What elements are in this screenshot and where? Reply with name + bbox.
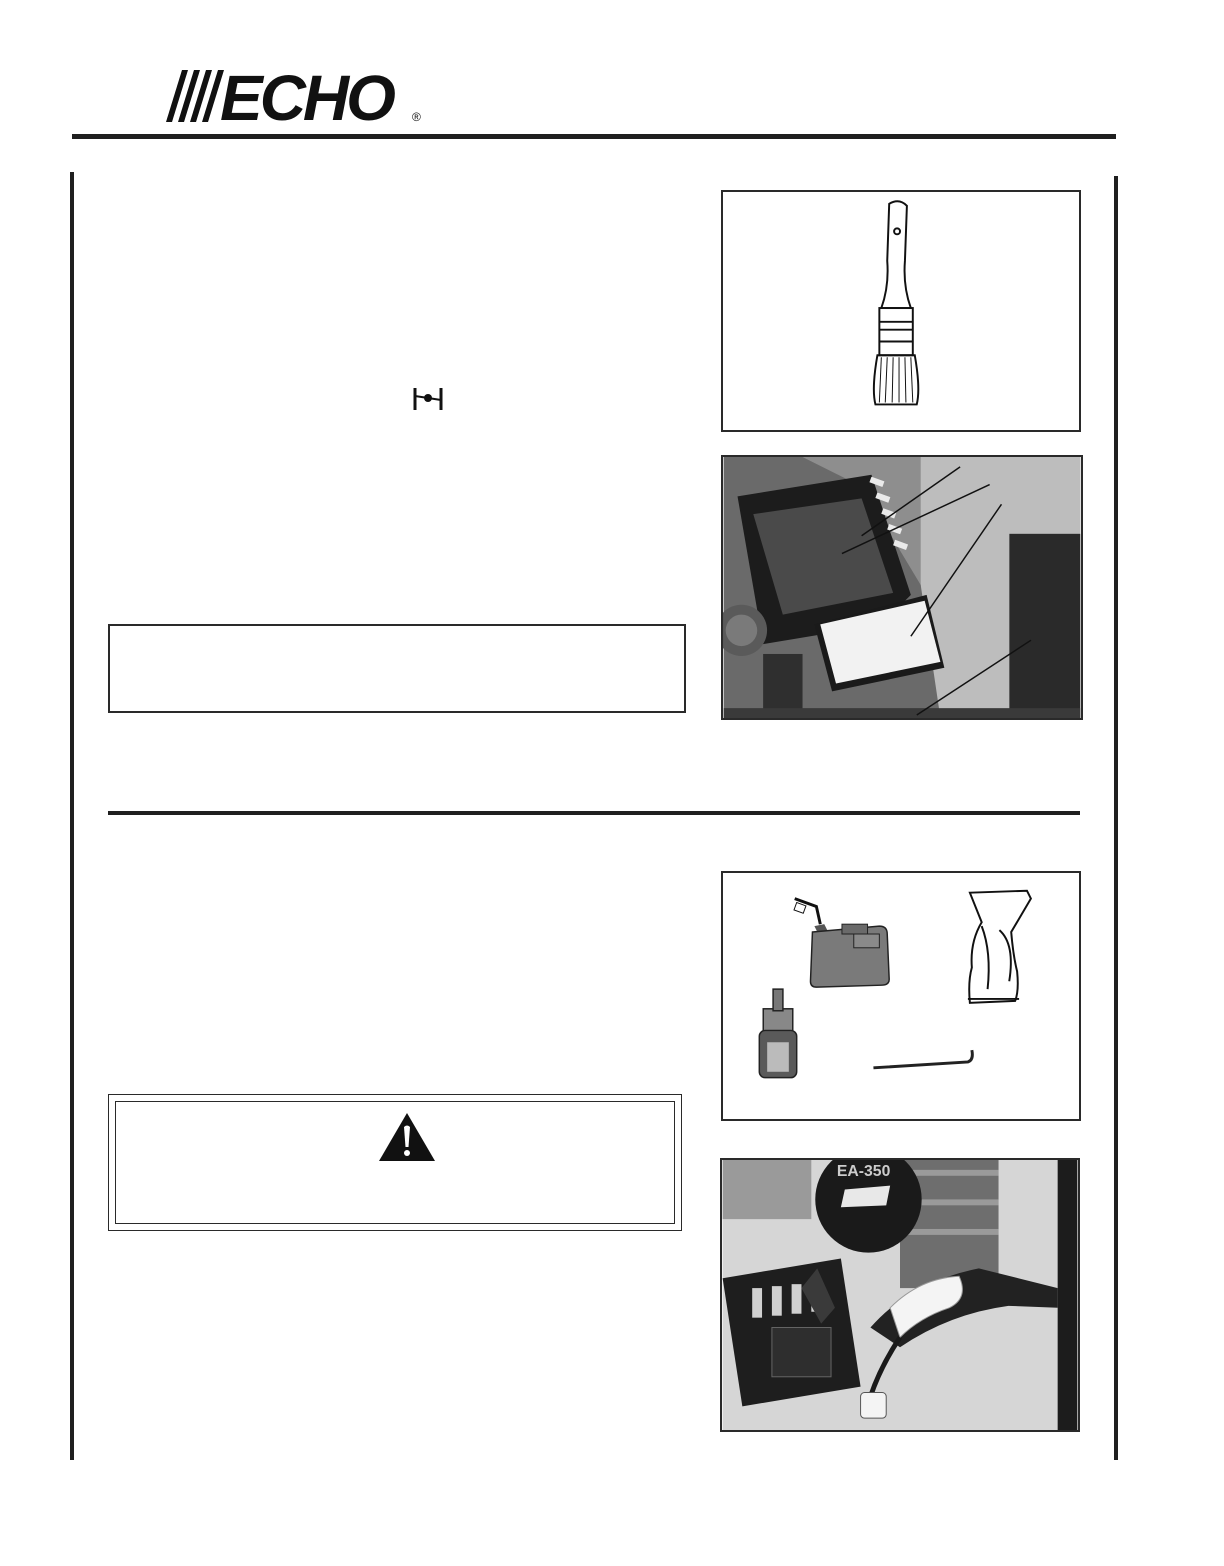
fuel-tools-figure xyxy=(721,871,1081,1121)
echo-logo xyxy=(160,64,430,128)
right-margin-rule xyxy=(1114,176,1118,1460)
brush-figure xyxy=(721,190,1081,432)
air-filter-figure xyxy=(721,455,1083,720)
note-box xyxy=(108,624,686,713)
fuel-filter-photo xyxy=(722,1160,1078,1430)
paint-brush-illustration xyxy=(723,192,1079,430)
blower-model-label: EA-350 xyxy=(836,1162,891,1180)
section-divider xyxy=(108,811,1080,815)
brand-wordmark: ECHO xyxy=(220,64,393,128)
warning-triangle-icon xyxy=(377,1111,437,1163)
registered-mark: ® xyxy=(412,110,421,124)
header-rule xyxy=(72,134,1116,139)
fuel-filter-figure xyxy=(720,1158,1080,1432)
left-margin-rule xyxy=(70,172,74,1460)
air-filter-photo xyxy=(723,457,1081,718)
fuel-filter-tools-illustration xyxy=(723,873,1079,1119)
choke-closed-icon xyxy=(412,386,444,412)
warning-box xyxy=(108,1094,682,1231)
